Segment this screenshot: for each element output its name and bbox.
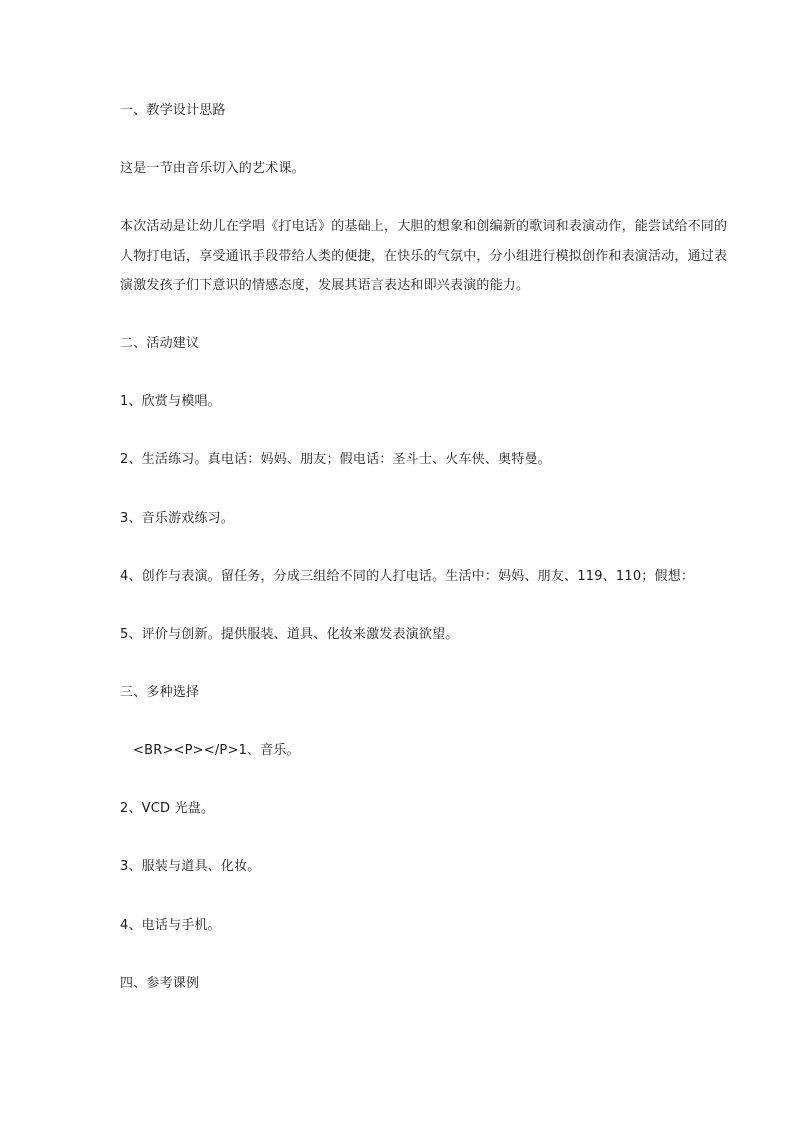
- list-item-suggestion-1: 1、欣赏与模唱。: [120, 394, 221, 409]
- list-item-suggestion-5: 5、评价与创新。提供服装、道具、化妆来激发表演欲望。: [120, 627, 459, 642]
- section-heading-suggestions: 二、活动建议: [120, 336, 200, 351]
- list-item-choice-4: 4、电话与手机。: [120, 918, 221, 933]
- section-heading-choices: 三、多种选择: [120, 685, 200, 700]
- paragraph-activity-line-3: 演激发孩子们下意识的情感态度，发展其语言表达和即兴表演的能力。: [120, 278, 530, 293]
- list-item-choice-1: <BR><P></P>1、音乐。: [133, 743, 300, 758]
- section-heading-reference: 四、参考课例: [120, 976, 200, 991]
- paragraph-activity-line-2: 人物打电话，享受通讯手段带给人类的便捷，在快乐的气氛中，分小组进行模拟创作和表演活动，通过表: [120, 249, 728, 264]
- list-item-choice-2: 2、VCD 光盘。: [120, 801, 215, 816]
- list-item-choice-3: 3、服装与道具、化妆。: [120, 859, 261, 874]
- paragraph-activity-line-1: 本次活动是让幼儿在学唱《打电话》的基础上，大胆的想象和创编新的歌词和表演动作，能尝试给不同的: [120, 219, 728, 234]
- paragraph-intro: 这是一节由音乐切入的艺术课。: [120, 161, 305, 176]
- section-heading-design-idea: 一、教学设计思路: [120, 103, 226, 118]
- list-item-suggestion-4: 4、创作与表演。留任务，分成三组给不同的人打电话。生活中：妈妈、朋友、119、110；假想：: [120, 569, 695, 584]
- list-item-suggestion-3: 3、音乐游戏练习。: [120, 511, 235, 526]
- list-item-suggestion-2: 2、生活练习。真电话：妈妈、朋友；假电话：圣斗士、火车侠、奥特曼。: [120, 452, 551, 467]
